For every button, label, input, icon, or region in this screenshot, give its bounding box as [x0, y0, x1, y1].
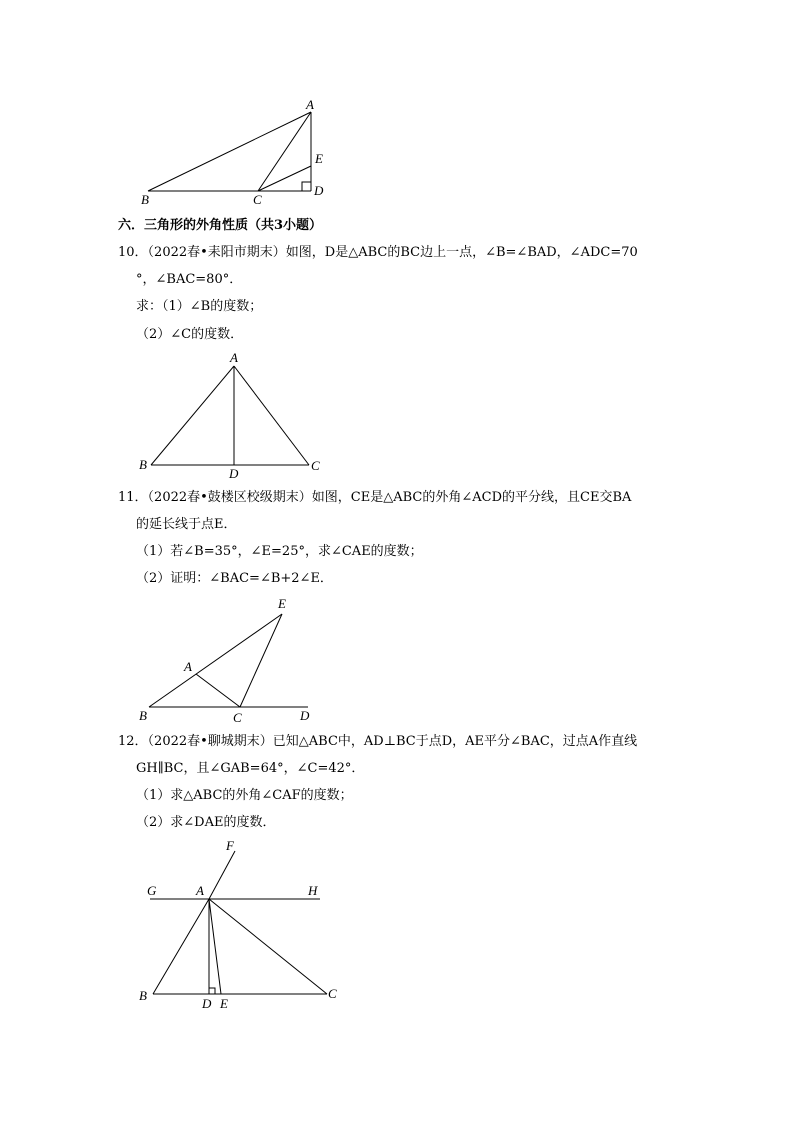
q10-line4: （2）∠C的度数．: [136, 327, 244, 342]
right-angle-mark: [209, 988, 215, 994]
label-h: H: [308, 883, 318, 898]
segment-ba: [148, 112, 311, 191]
q10-line2: °，∠BAC=80°．: [136, 272, 243, 287]
segment-be: [149, 614, 282, 707]
section-title: 六．三角形的外角性质（共3小题）: [118, 218, 323, 233]
q11-line2: 的延长线于点E．: [136, 517, 237, 532]
segment-ba: [151, 366, 234, 465]
label-d: D: [229, 466, 239, 481]
figure-q12: [136, 838, 356, 1013]
q12-line3: （1）求△ABC的外角∠CAF的度数；: [136, 788, 353, 803]
figure-q9-svg: [140, 96, 340, 211]
label-g: G: [147, 883, 157, 898]
figure-q9: [140, 96, 340, 211]
label-e: E: [278, 596, 286, 611]
figure-q11: [136, 594, 336, 726]
label-a: A: [306, 97, 314, 112]
segment-ac: [196, 674, 240, 707]
label-c: C: [311, 458, 320, 473]
label-d: D: [314, 183, 324, 198]
label-a: A: [230, 350, 238, 365]
figure-q12-svg: [136, 838, 356, 1013]
segment-ce: [240, 614, 282, 707]
segment-ac: [209, 899, 327, 994]
label-c: C: [233, 710, 242, 725]
label-b: B: [139, 708, 147, 723]
q12-line4: （2）求∠DAE的度数．: [136, 815, 276, 830]
label-c: C: [253, 192, 262, 207]
q10-line3: 求：（1）∠B的度数；: [136, 299, 263, 314]
segment-ba: [153, 899, 209, 994]
figure-q11-svg: [136, 594, 336, 726]
segment-ac: [234, 366, 309, 465]
figure-q10-svg: [136, 350, 336, 480]
label-a: A: [196, 883, 204, 898]
q12-line2: GH∥BC，且∠GAB=64°，∠C=42°．: [136, 761, 365, 776]
label-f: F: [226, 838, 234, 853]
figure-q10: [136, 350, 336, 480]
segment-ae: [209, 899, 221, 994]
q11-line4: （2）证明：∠BAC=∠B+2∠E．: [136, 571, 333, 586]
label-c: C: [328, 986, 337, 1001]
q11-line3: （1）若∠B=35°，∠E=25°，求∠CAE的度数；: [136, 544, 423, 559]
label-a: A: [184, 659, 192, 674]
segment-ca: [258, 112, 311, 191]
label-e: E: [220, 996, 228, 1011]
ray-af: [209, 851, 235, 899]
label-b: B: [139, 457, 147, 472]
label-d: D: [300, 708, 310, 723]
q11-line1: 11．（2022春•鼓楼区校级期末）如图，CE是△ABC的外角∠ACD的平分线，且CE交BA: [118, 490, 632, 505]
label-b: B: [141, 192, 149, 207]
label-e: E: [315, 151, 323, 166]
label-d: D: [202, 996, 212, 1011]
right-angle-mark: [302, 182, 311, 191]
q10-line1: 10．（2022春•耒阳市期末）如图，D是△ABC的BC边上一点，∠B=∠BAD，∠ADC=70: [118, 245, 638, 260]
q12-line1: 12．（2022春•聊城期末）已知△ABC中，AD⊥BC于点D，AE平分∠BAC，过点A作直线: [118, 734, 638, 749]
label-b: B: [139, 988, 147, 1003]
